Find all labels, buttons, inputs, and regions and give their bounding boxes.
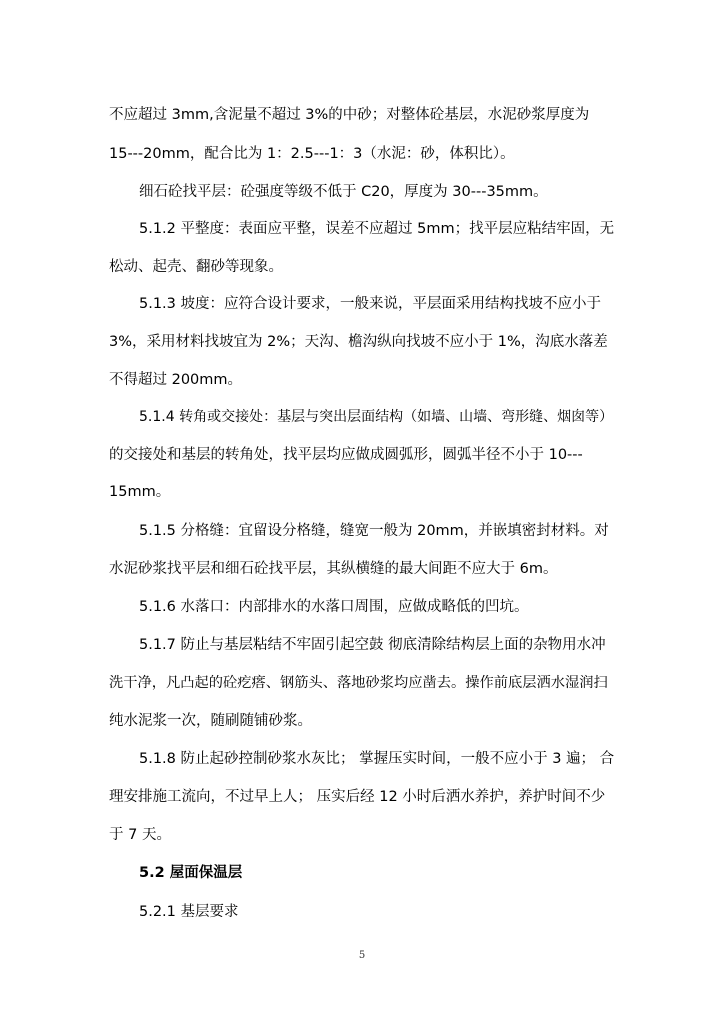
body-text-line: 于 7 天。 xyxy=(109,827,171,843)
body-text-line: 3%，采用材料找坡宜为 2%；天沟、檐沟纵向找坡不应小于 1%，沟底水落差 xyxy=(109,334,608,350)
body-text-line: 的交接处和基层的转角处，找平层均应做成圆弧形，圆弧半径不小于 10--- xyxy=(109,447,583,463)
body-text-line: 5.1.5 分格缝：宜留设分格缝，缝宽一般为 20mm，并嵌填密封材料。对 xyxy=(139,523,609,539)
body-text-line: 洗干净，凡凸起的砼疙瘩、钢筋头、落地砂浆均应凿去。操作前底层洒水湿润扫 xyxy=(109,675,608,691)
body-text-line: 不应超过 3mm,含泥量不超过 3%的中砂；对整体砼基层，水泥砂浆厚度为 xyxy=(109,107,590,123)
body-text-line: 5.1.3 坡度：应符合设计要求，一般来说，平层面采用结构找坡不应小于 xyxy=(139,296,602,312)
body-text-line: 不得超过 200mm。 xyxy=(109,372,243,388)
body-text-line: 水泥砂浆找平层和细石砼找平层，其纵横缝的最大间距不应大于 6m。 xyxy=(109,561,558,577)
section-heading: 5.2 屋面保温层 xyxy=(139,865,243,881)
body-text-line: 松动、起壳、翻砂等现象。 xyxy=(109,259,283,275)
body-text-line: 5.1.6 水落口：内部排水的水落口周围，应做成略低的凹坑。 xyxy=(139,599,529,615)
body-text-line: 细石砼找平层：砼强度等级不低于 C20，厚度为 30---35mm。 xyxy=(139,184,548,200)
body-text-line: 15---20mm，配合比为 1：2.5---1：3（水泥：砂，体积比）。 xyxy=(109,146,515,162)
body-text-line: 15mm。 xyxy=(109,484,171,500)
body-text-line: 5.1.4 转角或交接处：基层与突出层面结构（如墙、山墙、弯形缝、烟囱等） xyxy=(139,409,614,425)
body-text-line: 5.1.2 平整度：表面应平整，误差不应超过 5mm；找平层应粘结牢固，无 xyxy=(139,221,615,237)
page-number: 5 xyxy=(358,950,366,961)
body-text-line: 纯水泥浆一次，随刷随铺砂浆。 xyxy=(109,713,312,729)
body-text-line: 理安排施工流向，不过早上人； 压实后经 12 小时后洒水养护，养护时间不少 xyxy=(109,789,606,805)
body-text-line: 5.1.8 防止起砂控制砂浆水灰比； 掌握压实时间，一般不应小于 3 遍； 合 xyxy=(139,751,615,767)
body-text-line: 5.1.7 防止与基层粘结不牢固引起空鼓 彻底清除结构层上面的杂物用水冲 xyxy=(139,637,606,653)
subsection-heading: 5.2.1 基层要求 xyxy=(139,904,239,920)
